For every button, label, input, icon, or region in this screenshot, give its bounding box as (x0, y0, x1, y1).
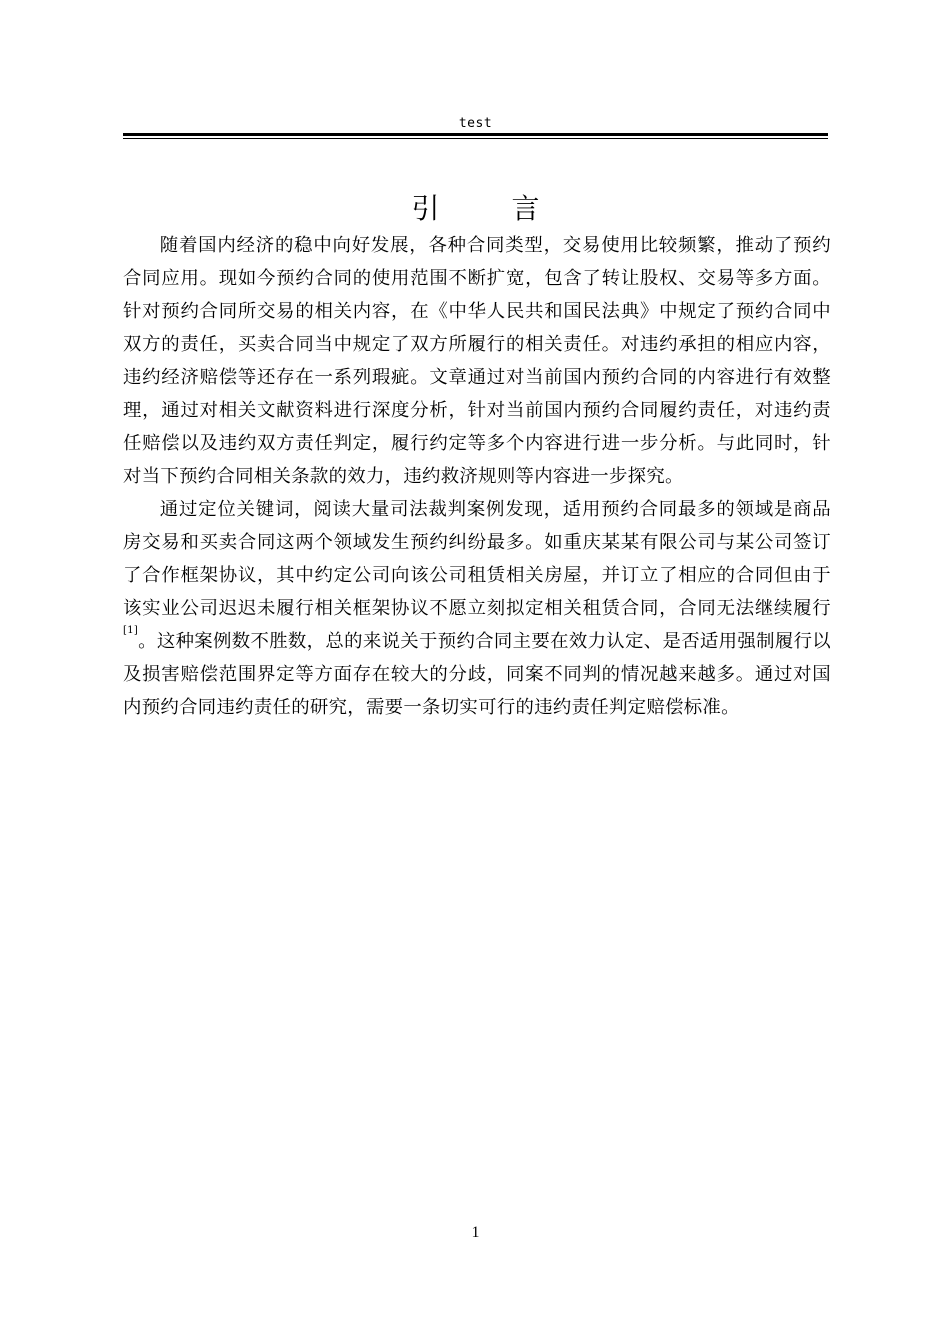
paragraph-1: 随着国内经济的稳中向好发展，各种合同类型，交易使用比较频繁，推动了预约合同应用。现如今预约合同的使用范围不断扩宽，包含了转让股权、交易等多方面。针对预约合同所交易的相关内容，在《中华人民共和国民法典》中规定了预约合同中双方的责任，买卖合同当中规定了双方所履行的相关责任。对违约承担的相应内容，违约经济赔偿等还存在一系列瑕疵。文章通过对当前国内预约合同的内容进行有效整理，通过对相关文献资料进行深度分析，针对当前国内预约合同履约责任，对违约责任赔偿以及违约双方责任判定，履行约定等多个内容进行进一步分析。与此同时，针对当下预约合同相关条款的效力，违约救济规则等内容进一步探究。 (123, 235, 831, 487)
citation-marker[interactable]: [1] (123, 625, 139, 636)
section-title: 引言 (411, 191, 612, 225)
paragraph-2 (123, 493, 831, 724)
header-rule-thick (123, 133, 828, 136)
paragraph-2-text-before-citation: 通过定位关键词，阅读大量司法裁判案例发现，适用预约合同最多的领域是商品房交易和买卖合同这两个领域发生预约纠纷最多。如重庆某某有限公司与某公司签订了合作框架协议，其中约定公司向该公司租赁相关房屋，并订立了相应的合同但由于该实业公司迟迟未履行相关框架协议不愿立刻拟定相关租赁合同，合同无法继续履行 (123, 499, 831, 619)
paragraph-2-text-after-citation: 。这种案例数不胜数，总的来说关于预约合同主要在效力认定、是否适用强制履行以及损害赔偿范围界定等方面存在较大的分歧，同案不同判的情况越来越多。通过对国内预约合同违约责任的研究，需要一条切实可行的违约责任判定赔偿标准。 (123, 631, 831, 718)
body-text (123, 229, 831, 724)
page-number: 1 (471, 1224, 480, 1241)
running-header: test (458, 116, 493, 131)
header-rule-thin (123, 138, 828, 139)
